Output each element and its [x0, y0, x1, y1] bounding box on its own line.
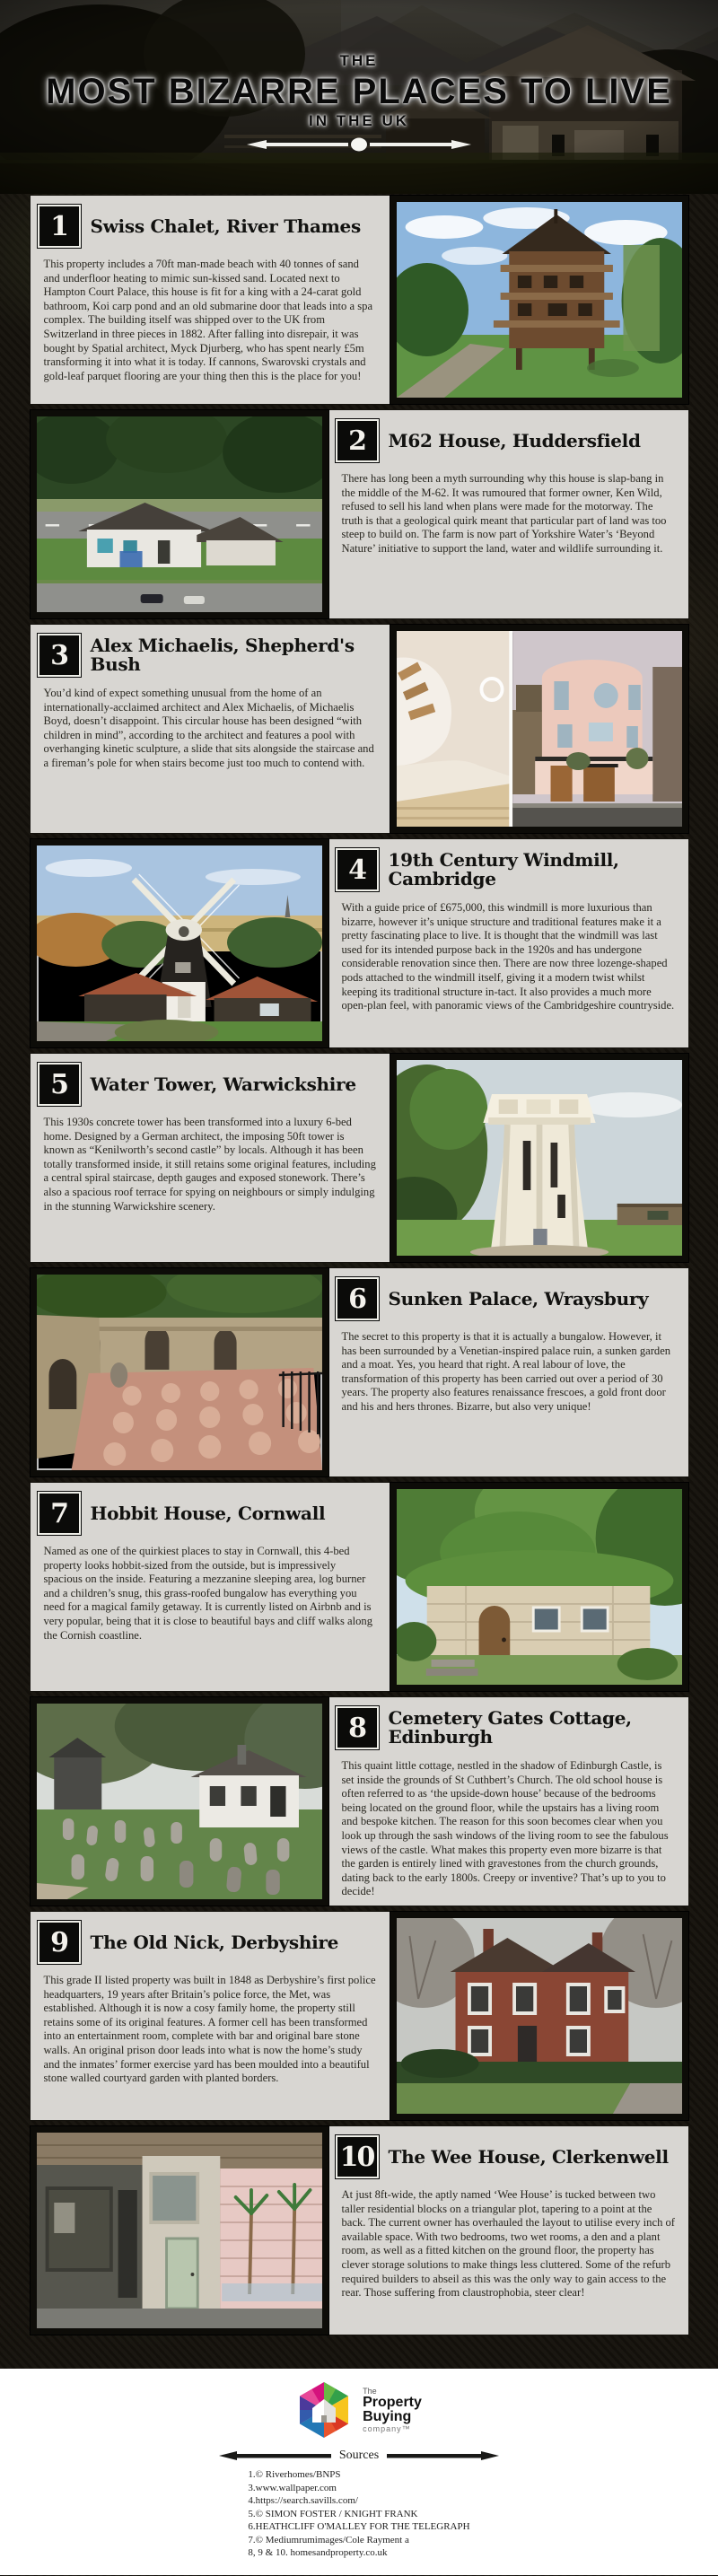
- source-item: 7.© Mediumrumimages/Cole Rayment a: [248, 2534, 409, 2545]
- entry-description: With a guide price of £675,000, this windmill is more luxurious than bizarre, however it’s unique structure and traditional features make it a pretty fascinating place to live. It is thought that the windmill was last used for its intended purpose back in the 1920s and has undergone considerable renovation since then. There are now three lozenge-shaped pods attached to the windmill itself, giving it a modern twist whilst keeping its traditional structure in-tact. It also provides a much more open-plan feel, with panoramic views of the Cambridgeshire countryside.: [341, 901, 675, 1012]
- entry-title: Cemetery Gates Cottage, Edinburgh: [388, 1707, 632, 1748]
- entry-number-badge: 5: [38, 1063, 81, 1106]
- entry-number-badge: 9: [38, 1921, 81, 1964]
- m62-house-photo: [31, 410, 328, 618]
- entry-old-nick: [31, 1912, 688, 2120]
- entry-title: 19th Century Windmill, Cambridge: [388, 849, 619, 889]
- logo-line-property: Property: [363, 2394, 422, 2410]
- entry-wee-house: [31, 2126, 688, 2335]
- windmill-photo: [31, 839, 328, 1047]
- entry-description: This quaint little cottage, nestled in the shadow of Edinburgh Castle, is set inside the grounds of St Cuthbert’s Church. The old school house is often referred to as ‘the upside-down house’ because of the bedrooms being located on the ground floor, while the upstairs has a living room and bespoke kitchen. The reason for this soon becomes clear when you look up through the sash windows of the living room to see the fabulous views of the castle. What makes this property even more bizarre is that the garden is entirely lined with gravestones from the church grounds, dating back to the early 1800s. Creepy or inventive? That’s up to you to decide!: [341, 1759, 669, 1898]
- entry-title: Alex Michaelis, Shepherd's Bush: [90, 635, 355, 675]
- entry-description: Named as one of the quirkiest places to stay in Cornwall, this 4-bed property looks hobbit-sized from the outside, but is impressively spacious on the inside. Featuring a mezzanine sleeping area, log burner and a children’s snug, this grass-roofed bungalow has everything you need for a magical family getaway. It is currently listed on Airbnb and is very popular, being that it is close to beautiful bays and cliff walks along the Cornish coastline.: [43, 1545, 372, 1642]
- entry-text: [31, 1483, 390, 1691]
- logo-line-company: company™: [363, 2424, 411, 2434]
- entry-description: This 1930s concrete tower has been transformed into a luxury 6-bed home. Designed by a German architect, the imposing 50ft tower is known as “Kenilworth’s second castle” by locals. Although it has been totally transformed inside, it still retains some original features, including a central spiral staircase, depth gauges and exposed stonework. There’s also a spacious roof terrace for spying on neighbours or simply indulging in the stunning Warwickshire scenery.: [43, 1116, 376, 1213]
- entry-windmill: [31, 839, 688, 1047]
- entry-description: The secret to this property is that it is actually a bungalow. However, it has been surrounded by a Venetian-inspired palace ruin, a sunken garden and a moat. Yes, you heard that right. A real labour of love, the transformation of this property has been carried out over a period of 30 years. The property also features renaissance frescoes, a gold front door and his and hers thrones. Bizarre, but also very unique!: [341, 1330, 671, 1414]
- entry-cemetery-cottage: [31, 1697, 688, 1906]
- entry-number-badge: 6: [336, 1277, 379, 1320]
- entry-title: Sunken Palace, Wraysbury: [388, 1287, 649, 1310]
- entry-description: This grade II listed property was built in 1848 as Derbyshire’s first police headquarters, 19 years after Britain’s police force, the Met, was established. Although it is now a cosy family home, the property still retains some of its original features. A former cell has been transformed into an entertainment room, complete with bar and original bare stone walls. An original prison door leads into what is now the home’s study and the inmates’ former exercise yard has been moulded into a beautiful stone walled courtyard garden with planted borders.: [43, 1974, 376, 2085]
- entry-text: [328, 839, 688, 1047]
- entry-number-badge: 4: [336, 848, 379, 891]
- entry-alex-michaelis: [31, 625, 688, 833]
- header-title-sub: IN THE UK: [309, 112, 409, 129]
- header-titles: [0, 0, 718, 194]
- wee-house-photo: [31, 2126, 328, 2335]
- entry-title: Swiss Chalet, River Thames: [90, 215, 361, 237]
- footer-spacer: [0, 2341, 718, 2369]
- footer: [0, 2369, 718, 2575]
- entry-swiss-chalet: [31, 196, 688, 404]
- sources-divider: [0, 2449, 718, 2463]
- entry-text: [328, 1697, 688, 1906]
- source-item: 3.www.wallpaper.com: [248, 2482, 337, 2493]
- arrow-left-icon: [219, 2450, 331, 2461]
- entry-m62-house: [31, 410, 688, 618]
- water-tower-photo: [390, 1054, 688, 1262]
- page-title: MOST BIZARRE PLACES TO LIVE: [46, 72, 672, 111]
- entry-title: M62 House, Huddersfield: [388, 429, 641, 451]
- source-item: 1.© Riverhomes/BNPS: [248, 2469, 341, 2480]
- entry-title: Water Tower, Warwickshire: [90, 1073, 356, 1095]
- entry-description: You’d kind of expect something unusual from the home of an internationally-acclaimed architect and Alex Michaelis, of Michaelis Boyd, doesn’t disappoint. This circular house has been designed “with children in mind”, according to the architect and features a pool with overhanging kinetic sculpture, a slide that sits alongside the staircase and a fireman’s pole for when stairs become just too much to contend with.: [43, 687, 374, 770]
- entry-number-badge: 1: [38, 205, 81, 248]
- entry-number-badge: 10: [336, 2135, 379, 2178]
- source-item: 5.© SIMON FOSTER / KNIGHT FRANK: [248, 2508, 418, 2519]
- entry-number-badge: 8: [336, 1706, 379, 1749]
- old-nick-photo: [390, 1912, 688, 2120]
- entry-text: [328, 410, 688, 618]
- logo-line-buying: Buying: [363, 2409, 412, 2424]
- sword-divider-icon: [0, 137, 718, 156]
- entry-sunken-palace: [31, 1268, 688, 1476]
- logo-hexagon-icon: [296, 2379, 352, 2440]
- entry-hobbit-house: [31, 1483, 688, 1691]
- sources-title: Sources: [338, 2449, 380, 2462]
- entry-description: This property includes a 70ft man-made beach with 40 tonnes of sand and underfloor heating to mimic sun-kissed sand. Located next to Hampton Court Palace, this house is fit for a king with a 24-carat gold bathroom, Koi carp pond and an old submarine door that leads into a spa complex. The building itself was shipped over to the UK from Switzerland in three pieces in 1882. After falling into disrepair, it was bought by Spatial architect, Myck Djurberg, who has spent nearly £5m transforming it into what it is today. If cannons, Swarovski crystals and gold-leaf parquet flooring are your thing then this is the place for you!: [43, 258, 373, 382]
- entry-title: The Wee House, Clerkenwell: [388, 2145, 669, 2168]
- sources-list: [248, 2468, 469, 2560]
- source-item: 4.https://search.savills.com/: [248, 2495, 358, 2507]
- logo-line-the: The: [363, 2386, 377, 2396]
- cemetery-cottage-photo: [31, 1697, 328, 1906]
- entry-text: [31, 1054, 390, 1262]
- source-item: 8, 9 & 10. homesandproperty.co.uk: [248, 2547, 388, 2559]
- entry-text: [328, 1268, 688, 1476]
- entry-description: There has long been a myth surrounding why this house is slap-bang in the middle of the M-62. It was rumoured that former owner, Ken Wild, refused to sell his land when plans were made for the motorway. The truth is that a geological quirk meant that particular part of land was too steep to build on. The farm is now part of Yorkshire Water’s ‘Beyond Nature’ initiative to support the land, water and wildlife surrounding it.: [341, 472, 667, 556]
- entry-water-tower: [31, 1054, 688, 1262]
- sunken-palace-photo: [31, 1268, 328, 1476]
- hobbit-house-photo: [390, 1483, 688, 1691]
- entry-number-badge: 3: [38, 634, 81, 677]
- source-item: 6.HEATHCLIFF O'MALLEY FOR THE TELEGRAPH: [248, 2521, 470, 2533]
- entry-title: The Old Nick, Derbyshire: [90, 1931, 339, 1953]
- swiss-chalet-photo: [390, 196, 688, 404]
- entry-number-badge: 2: [336, 419, 379, 462]
- header-title-top: THE: [339, 52, 379, 69]
- arrow-right-icon: [387, 2450, 499, 2461]
- entry-description: At just 8ft-wide, the aptly named ‘Wee House’ is tucked between two taller residential blocks on a triangular plot, tapering to a point at the back. The current owner has overhauled the layout to utilise every inch of available space. With two bedrooms, two wet rooms, a den and a plant room, as well as a fitted kitchen on the ground floor, the property has clever storage solutions to make things less cluttered. Some of the refurb required builders to abseil as this was the only way to gain access to the rear. Those suffering from claustrophobia, steer clear!: [341, 2188, 676, 2300]
- entry-text: [31, 196, 390, 404]
- property-buying-company-logo: [0, 2369, 718, 2440]
- entry-title: Hobbit House, Cornwall: [90, 1502, 326, 1524]
- header-banner: [0, 0, 718, 194]
- entry-text: [31, 625, 390, 833]
- entry-text: [31, 1912, 390, 2120]
- michaelis-house-photo: [390, 625, 688, 833]
- entry-text: [328, 2126, 688, 2335]
- entries-list: [0, 194, 718, 2335]
- logo-wordmark: [363, 2387, 422, 2434]
- entry-number-badge: 7: [38, 1492, 81, 1535]
